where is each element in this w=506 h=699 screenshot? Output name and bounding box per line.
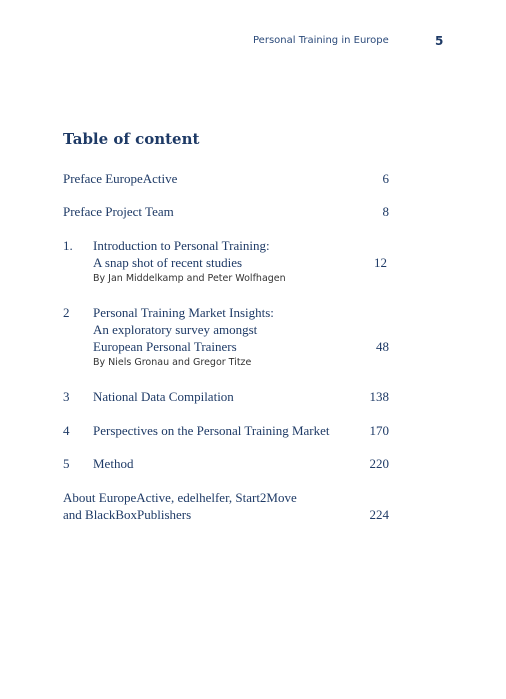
toc-entry-title: Preface EuropeActive [63,171,178,186]
toc-entry-title-line: An exploratory survey amongst [93,322,258,337]
toc-entry-title-line: and BlackBoxPublishers [63,507,192,522]
toc-entry-title: Method [93,456,134,471]
toc-entry-title-line: Personal Training Market Insights: [93,305,274,320]
toc-entry-preface-europeactive[interactable] [63,170,389,187]
toc-entry-chapter-2[interactable] [63,304,389,371]
toc-entry-number: 1. [63,238,73,253]
toc-entry-number: 2 [63,305,70,320]
toc-entry-preface-project-team[interactable] [63,203,389,220]
toc-entry-chapter-4[interactable] [63,422,389,439]
toc-entry-title-line: Introduction to Personal Training: [93,238,270,253]
toc-entry-page: 6 [382,171,389,186]
toc-entry-title-line: A snap shot of recent studies [93,255,243,270]
toc-entry-authors: By Niels Gronau and Gregor Titze [93,357,252,368]
toc-entry-page: 224 [369,507,389,522]
toc-entry-page: 8 [382,204,389,219]
toc-entry-chapter-3[interactable] [63,388,389,405]
toc-entry-authors: By Jan Middelkamp and Peter Wolfhagen [93,273,286,284]
toc-entry-chapter-5[interactable] [63,455,389,472]
toc-entry-page: 48 [376,339,389,354]
toc-entry-page: 12 [374,255,387,270]
toc-entry-title: National Data Compilation [93,389,234,404]
toc-entry-title-line: European Personal Trainers [93,339,237,354]
toc-entry-page: 170 [369,423,389,438]
toc-entry-title-line: About EuropeActive, edelhelfer, Start2Move [63,490,297,505]
page-number: 5 [435,34,444,48]
toc-entry-title: Preface Project Team [63,204,174,219]
running-title: Personal Training in Europe [253,35,389,46]
toc-heading: Table of content [63,130,200,148]
toc-entry-number: 4 [63,423,70,438]
toc-entry-chapter-1[interactable] [63,237,389,287]
toc-entry-page: 220 [369,456,389,471]
toc-entry-page: 138 [369,389,389,404]
toc-entry-number: 5 [63,456,70,471]
toc-entry-about[interactable] [63,489,389,523]
toc-entry-number: 3 [63,389,70,404]
toc-entry-title: Perspectives on the Personal Training Market [93,423,330,438]
